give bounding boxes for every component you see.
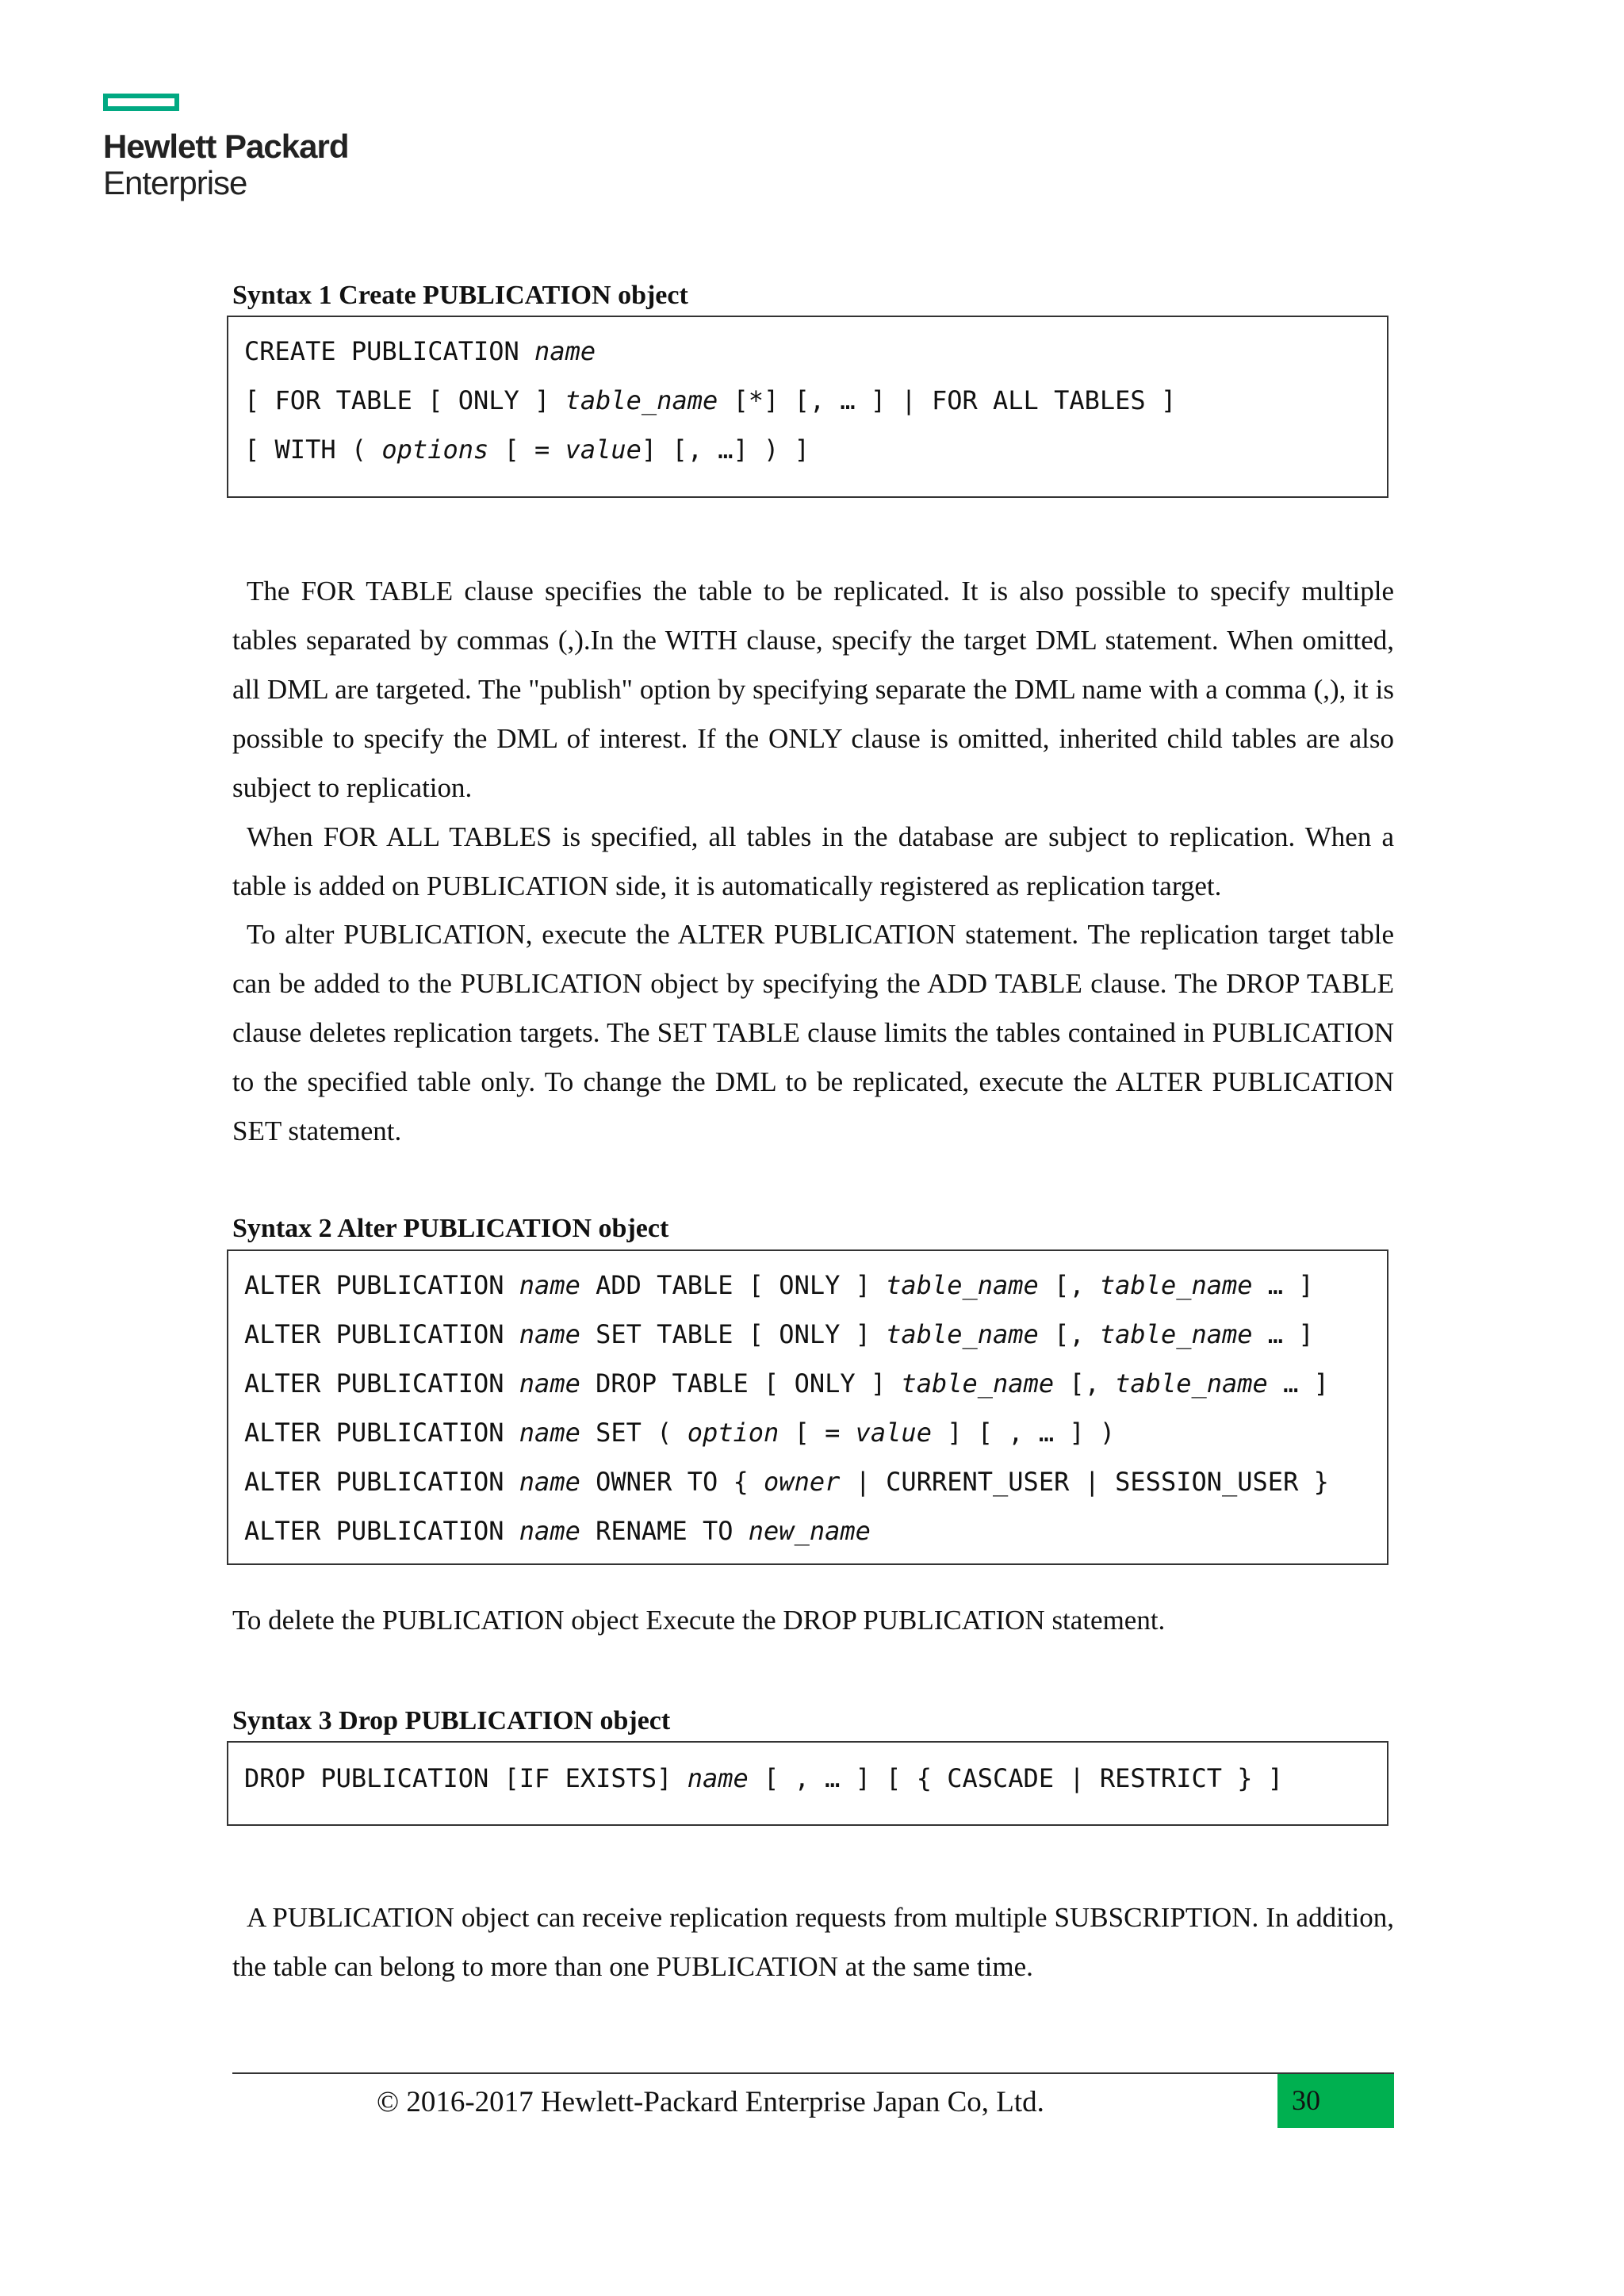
code-line (244, 1516, 871, 1546)
code-line (244, 1763, 1283, 1793)
code-line (244, 1319, 1314, 1349)
code-text: [ = (488, 434, 565, 465)
code-placeholder: table_name (1115, 1368, 1268, 1399)
paragraph-alter: To alter PUBLICATION, execute the ALTER PUBLICATION statement. The replication target table can be added to the PUBLICATION object by specifying the ADD TABLE clause. The DROP TABLE clause deletes replication targets. The SET TABLE clause limits the tables contained in PUBLICATION to the specified table only. To change the DML to be replicated, execute the ALTER PUBLICATION SET statement. (232, 919, 1394, 1146)
paragraph-for-table: The FOR TABLE clause specifies the table to be replicated. It is also possible to specify multiple tables separated by commas (,).In the WITH clause, specify the target DML statement. When omitted, all DML are targeted. The "publish" option by specifying separate the DML name with a comma (,), it is possible to specify the DML of interest. If the ONLY clause is omitted, inherited child tables are also subject to replication. (232, 576, 1394, 803)
code-line (244, 336, 596, 366)
code-text: ALTER PUBLICATION (244, 1270, 519, 1300)
syntax2-code-box (227, 1249, 1388, 1565)
page-number-box (1277, 2074, 1394, 2128)
code-text: [, (1038, 1270, 1100, 1300)
code-placeholder: table_name (1099, 1319, 1253, 1349)
code-text: … ] (1267, 1368, 1329, 1399)
code-text: ALTER PUBLICATION (244, 1319, 519, 1349)
code-line (244, 434, 810, 465)
code-placeholder: name (534, 336, 596, 366)
syntax1-heading: Syntax 1 Create PUBLICATION object (232, 281, 688, 310)
paragraph-subscription: A PUBLICATION object can receive replication requests from multiple SUBSCRIPTION. In addition, the table can belong to more than one PUBLICATION at the same time. (232, 1902, 1394, 1982)
code-line (244, 1467, 1329, 1497)
footer-copyright: © 2016-2017 Hewlett-Packard Enterprise Japan Co, Ltd. (377, 2086, 1044, 2118)
code-text: OWNER TO { (580, 1467, 764, 1497)
code-text: ] [ , … ] ) (931, 1418, 1116, 1448)
code-placeholder: name (519, 1467, 580, 1497)
code-placeholder: table_name (886, 1319, 1039, 1349)
logo-line2: Enterprise (103, 164, 247, 201)
code-text: [ WITH ( (244, 434, 382, 465)
paragraph-for-all-tables: When FOR ALL TABLES is specified, all tables in the database are subject to replication. When a table is added on PUBLICATION side, it is automatically registered as replication target. (232, 821, 1394, 901)
code-text: | CURRENT_USER | SESSION_USER } (840, 1467, 1329, 1497)
code-placeholder: new_name (748, 1516, 871, 1546)
code-text: SET TABLE [ ONLY ] (580, 1319, 887, 1349)
page-number: 30 (1292, 2084, 1320, 2116)
code-placeholder: name (519, 1418, 580, 1448)
code-text: SET ( (580, 1418, 688, 1448)
code-line (244, 1418, 1115, 1448)
code-text: ALTER PUBLICATION (244, 1418, 519, 1448)
code-text: CREATE PUBLICATION (244, 336, 535, 366)
code-line (244, 1270, 1314, 1300)
code-text: … ] (1252, 1319, 1314, 1349)
code-text: RENAME TO (580, 1516, 749, 1546)
code-text: ] [, …] ) ] (641, 434, 810, 465)
code-placeholder: name (519, 1516, 580, 1546)
logo-line1: Hewlett Packard (103, 128, 349, 165)
syntax2-heading: Syntax 2 Alter PUBLICATION object (232, 1214, 669, 1243)
footer-divider (232, 2072, 1394, 2074)
code-text: [ , … ] [ { CASCADE | RESTRICT } ] (748, 1763, 1284, 1793)
code-placeholder: name (687, 1763, 749, 1793)
code-placeholder: option (687, 1418, 779, 1448)
code-line (244, 1368, 1329, 1399)
code-text: DROP TABLE [ ONLY ] (580, 1368, 902, 1399)
code-text: [, (1054, 1368, 1116, 1399)
syntax3-code-box (227, 1741, 1388, 1826)
code-placeholder: value (855, 1418, 932, 1448)
code-text: [ = (779, 1418, 856, 1448)
code-text: [*] [, … ] | FOR ALL TABLES ] (718, 385, 1177, 415)
syntax3-heading: Syntax 3 Drop PUBLICATION object (232, 1706, 671, 1735)
code-placeholder: options (381, 434, 489, 465)
code-placeholder: name (519, 1368, 580, 1399)
syntax1-code-box (227, 316, 1388, 498)
code-placeholder: table_name (901, 1368, 1055, 1399)
hpe-logo (103, 94, 348, 200)
code-text: [, (1038, 1319, 1100, 1349)
code-text: DROP PUBLICATION [IF EXISTS] (244, 1763, 688, 1793)
code-text: ALTER PUBLICATION (244, 1467, 519, 1497)
code-placeholder: table_name (886, 1270, 1039, 1300)
code-text: [ FOR TABLE [ ONLY ] (244, 385, 565, 415)
code-text: ADD TABLE [ ONLY ] (580, 1270, 887, 1300)
code-placeholder: name (519, 1319, 580, 1349)
code-text: … ] (1252, 1270, 1314, 1300)
code-text: ALTER PUBLICATION (244, 1368, 519, 1399)
code-placeholder: owner (764, 1467, 841, 1497)
code-placeholder: value (565, 434, 642, 465)
code-line (244, 385, 1176, 415)
code-placeholder: table_name (1099, 1270, 1253, 1300)
paragraph-drop: To delete the PUBLICATION object Execute the DROP PUBLICATION statement. (232, 1605, 1166, 1636)
code-placeholder: table_name (565, 385, 718, 415)
hpe-logo-element-icon (103, 94, 179, 111)
code-text: ALTER PUBLICATION (244, 1516, 519, 1546)
code-placeholder: name (519, 1270, 580, 1300)
